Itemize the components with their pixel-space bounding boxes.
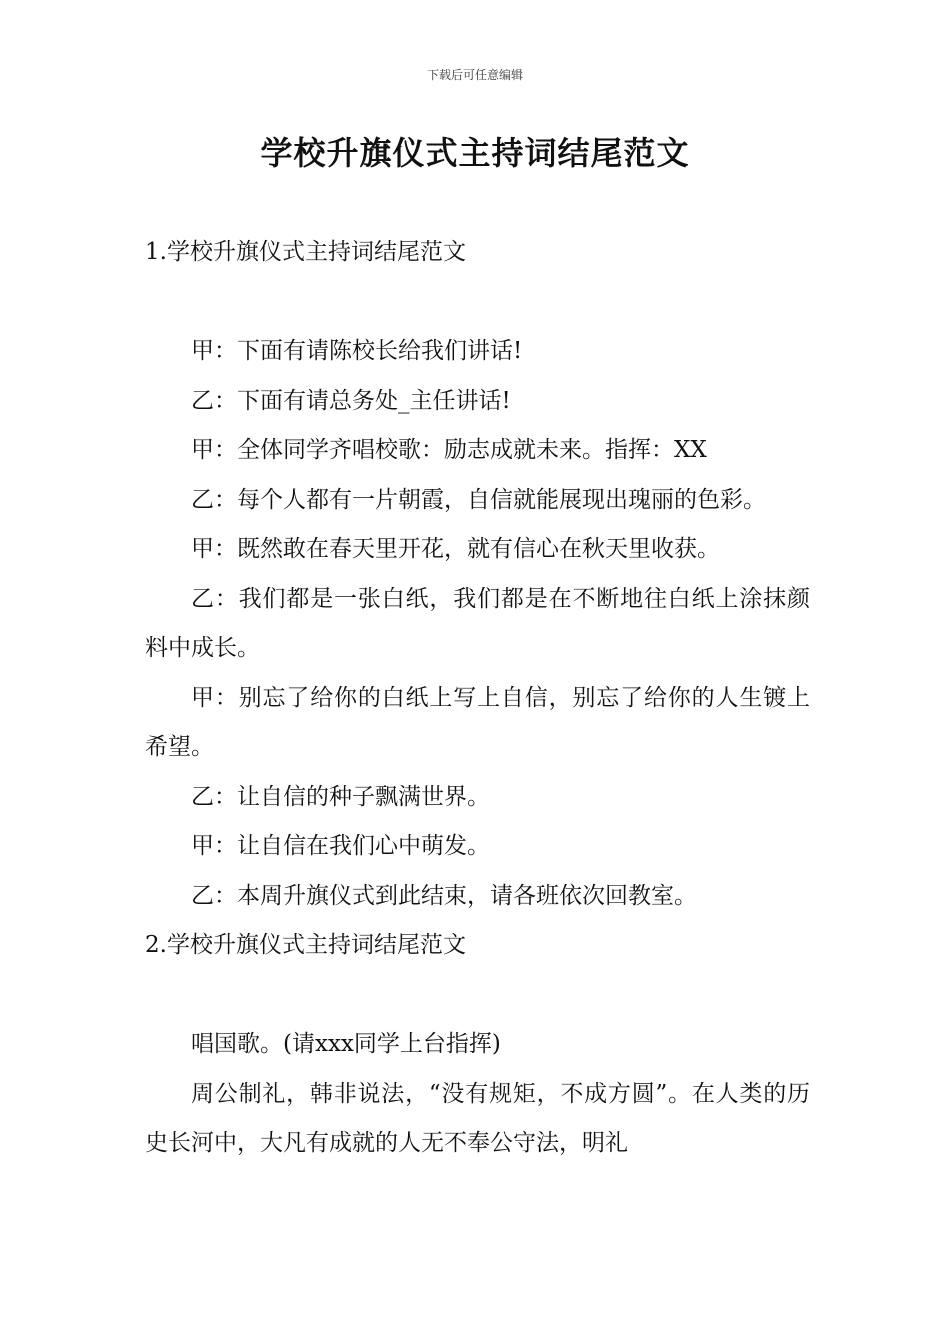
section-1 bbox=[145, 228, 810, 921]
section-heading: 1.学校升旗仪式主持词结尾范文 bbox=[145, 239, 466, 265]
paragraph: 周公制礼，韩非说法，“没有规矩，不成方圆”。在人类的历史长河中，大凡有成就的人无不奉公守法，明礼 bbox=[145, 1080, 810, 1156]
paragraph: 乙：让自信的种子飘满世界。 bbox=[191, 783, 490, 810]
header-note: 下载后可任意编辑 bbox=[426, 68, 523, 82]
paragraph: 甲：全体同学齐唱校歌：励志成就未来。指挥：XX bbox=[191, 437, 707, 463]
document-body bbox=[145, 228, 810, 1169]
section-heading: 2.学校升旗仪式主持词结尾范文 bbox=[145, 932, 466, 958]
paragraph: 乙：我们都是一张白纸，我们都是在不断地往白纸上涂抹颜料中成长。 bbox=[145, 585, 810, 661]
paragraph: 乙：下面有请总务处_主任讲话! bbox=[191, 387, 511, 414]
section-2 bbox=[145, 921, 810, 1169]
spacer bbox=[145, 971, 810, 1021]
paragraph: 甲：下面有请陈校长给我们讲话! bbox=[191, 338, 523, 364]
document-title: 学校升旗仪式主持词结尾范文 bbox=[260, 134, 690, 172]
paragraph: 甲：别忘了给你的白纸上写上自信，别忘了给你的人生镀上希望。 bbox=[145, 684, 810, 760]
paragraph: 甲：既然敢在春天里开花，就有信心在秋天里收获。 bbox=[191, 536, 720, 562]
spacer bbox=[145, 278, 810, 328]
paragraph: 乙：本周升旗仪式到此结束，请各班依次回教室。 bbox=[191, 882, 697, 909]
paragraph: 甲：让自信在我们心中萌发。 bbox=[191, 833, 490, 859]
paragraph: 乙：每个人都有一片朝霞，自信就能展现出瑰丽的色彩。 bbox=[191, 486, 766, 513]
paragraph: 唱国歌。(请xxx同学上台指挥) bbox=[191, 1031, 501, 1057]
